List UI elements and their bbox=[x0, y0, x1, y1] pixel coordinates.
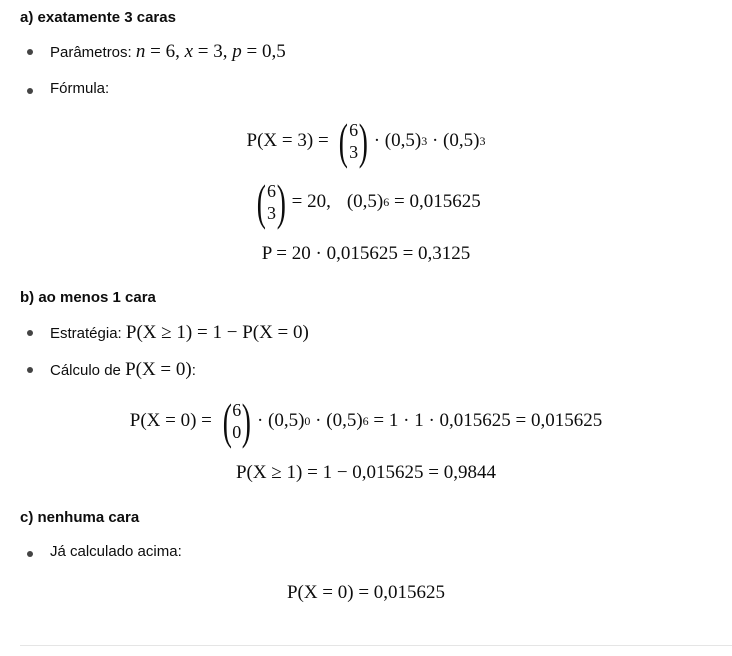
calculation-math: P(X = 0) bbox=[125, 359, 192, 380]
parameters-math: n = 6, x = 3, p = 0,5 bbox=[135, 41, 286, 62]
equation-binomial-p3: P(X = 3) = ( 6 3 ) · (0,5) 3 · (0,5) 3 bbox=[246, 113, 486, 169]
binomial-coefficient: ( 6 3 ) bbox=[339, 113, 368, 169]
section-a-heading: a) exatamente 3 caras bbox=[20, 9, 176, 26]
calculation-label: Cálculo de bbox=[50, 362, 121, 379]
divider bbox=[20, 645, 732, 646]
bullet-dot bbox=[27, 551, 33, 557]
solution-document: a) exatamente 3 caras Parâmetros: n = 6, x = 3, p = 0,5 Fórmula: P(X = 3) = ( 6 3 ) · (0,5) 3 · (0,5) 3 ( 6 3 ) = 20, (0,5) 6 = 0,015625 P = 20 · 0,015625 = 0,3125 b) ao menos 1 cara Estratégia: P(X ≥ 1) = 1 − P(X = 0) Cálculo de P(X = 0): P(X = 0) = ( 6 0 ) · (0,5) 0 · (0,5) 6 = 1 · 1 · 0,015625 = 0,015625 P(X ≥ 1) = 1 − 0,015625 = 0,9844 c) nenhuma cara Já calculado acima: P(X = 0) = 0,015625 bbox=[0, 0, 732, 656]
equation-p0: P(X = 0) = ( 6 0 ) · (0,5) 0 · (0,5) 6 = 1 · 1 · 0,015625 = 0,015625 bbox=[129, 393, 603, 449]
strategy-math: P(X ≥ 1) = 1 − P(X = 0) bbox=[125, 322, 309, 343]
equation-result-a: P = 20 · 0,015625 = 0,3125 bbox=[261, 243, 471, 264]
bullet-dot bbox=[27, 330, 33, 336]
strategy-label: Estratégia: bbox=[50, 325, 122, 342]
note-label: Já calculado acima: bbox=[50, 543, 182, 560]
equation-result-b: P(X ≥ 1) = 1 − 0,015625 = 0,9844 bbox=[235, 462, 497, 483]
bullet-dot bbox=[27, 88, 33, 94]
bullet-dot bbox=[27, 49, 33, 55]
binomial-coefficient: ( 6 3 ) bbox=[257, 174, 286, 230]
bullet-dot bbox=[27, 367, 33, 373]
binomial-coefficient: ( 6 0 ) bbox=[222, 393, 252, 449]
equation-result-c: P(X = 0) = 0,015625 bbox=[286, 582, 446, 603]
section-c-heading: c) nenhuma cara bbox=[20, 509, 140, 526]
equation-binom-value: ( 6 3 ) = 20, (0,5) 6 = 0,015625 bbox=[0, 177, 732, 227]
formula-label: Fórmula: bbox=[50, 80, 110, 97]
parameters-label: Parâmetros: bbox=[50, 44, 132, 61]
section-b-heading: b) ao menos 1 cara bbox=[20, 289, 156, 306]
